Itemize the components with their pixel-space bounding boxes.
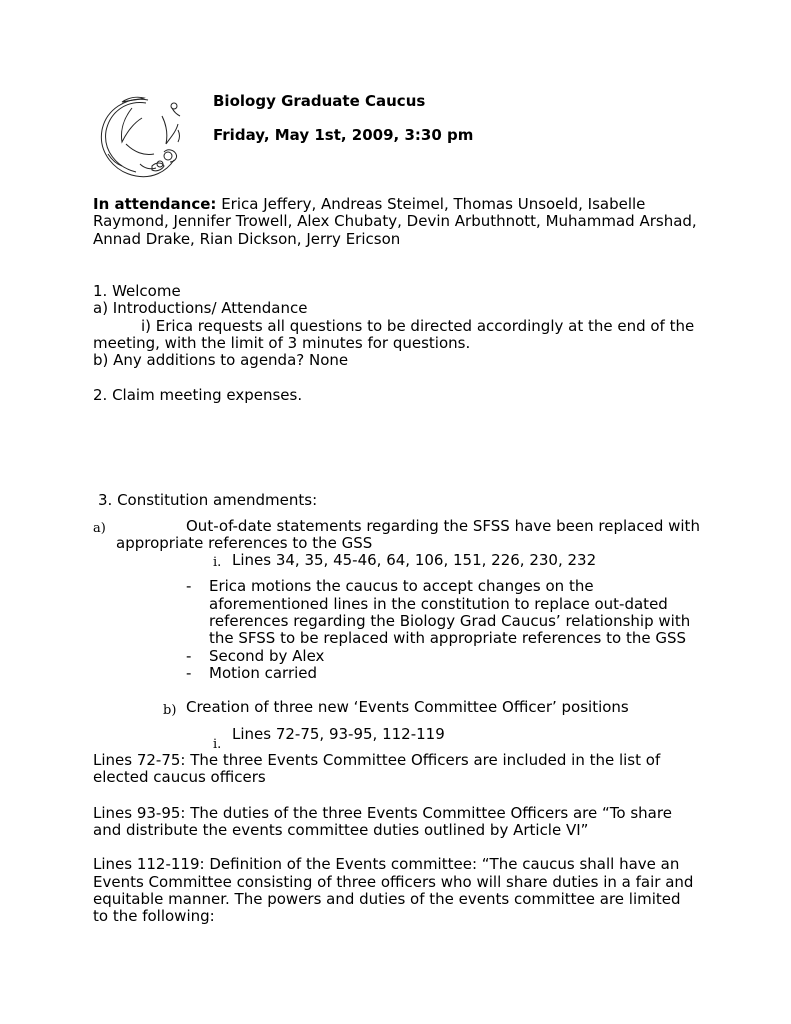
item-3-heading: 3. Constitution amendments:	[98, 491, 318, 509]
meeting-date: Friday, May 1st, 2009, 3:30 pm	[213, 126, 474, 144]
document-title: Biology Graduate Caucus	[213, 92, 426, 110]
bullet-motion-line-1: Erica motions the caucus to accept changes on the	[209, 577, 594, 595]
item-1a-i-line-1: i) Erica requests all questions to be directed accordingly at the end of the	[141, 317, 695, 335]
attendance-names-1: Erica Jeffery, Andreas Steimel, Thomas Unsoeld, Isabelle	[221, 195, 646, 213]
bullet-dash: -	[186, 664, 192, 682]
note-3-line-3: equitable manner. The powers and duties of the events committee are limited	[93, 890, 681, 908]
item-3a-line-1: Out-of-date statements regarding the SFSS have been replaced with	[186, 517, 700, 535]
bullet-second: Second by Alex	[209, 647, 325, 665]
attendance-label: In attendance:	[93, 195, 217, 213]
item-1a: a) Introductions/ Attendance	[93, 299, 308, 317]
caucus-logo	[96, 94, 188, 180]
item-2-heading: 2. Claim meeting expenses.	[93, 386, 303, 404]
item-3a-line-2: appropriate references to the GSS	[116, 534, 373, 552]
note-3-line-4: to the following:	[93, 907, 215, 925]
bullet-carried: Motion carried	[209, 664, 318, 682]
item-3a-i-marker: i.	[213, 555, 222, 570]
bullet-motion-line-4: the SFSS to be replaced with appropriate references to the GSS	[209, 629, 686, 647]
note-3-line-1: Lines 112-119: Definition of the Events committee: “The caucus shall have an	[93, 855, 680, 873]
item-3a-i: Lines 34, 35, 45-46, 64, 106, 151, 226, 230, 232	[232, 551, 597, 569]
note-1-line-2: elected caucus officers	[93, 768, 266, 786]
item-1b: b) Any additions to agenda? None	[93, 351, 349, 369]
item-3b: Creation of three new ‘Events Committee Officer’ positions	[186, 698, 629, 716]
attendance-line-3: Annad Drake, Rian Dickson, Jerry Ericson	[93, 230, 401, 248]
attendance-line-2: Raymond, Jennifer Trowell, Alex Chubaty, Devin Arbuthnott, Muhammad Arshad,	[93, 212, 697, 230]
bullet-dash: -	[186, 647, 192, 665]
note-2-line-2: and distribute the events committee duties outlined by Article VI”	[93, 821, 589, 839]
attendance-line-1	[93, 196, 645, 213]
item-1-heading: 1. Welcome	[93, 282, 181, 300]
note-1-line-1: Lines 72-75: The three Events Committee Officers are included in the list of	[93, 751, 661, 769]
note-3-line-2: Events Committee consisting of three officers who will share duties in a fair and	[93, 873, 694, 891]
bullet-motion-line-2: aforementioned lines in the constitution to replace out-dated	[209, 595, 668, 613]
bullet-dash: -	[186, 577, 192, 595]
item-3b-i: Lines 72-75, 93-95, 112-119	[232, 725, 445, 743]
item-3a-marker: a)	[93, 521, 106, 536]
note-2-line-1: Lines 93-95: The duties of the three Events Committee Officers are “To share	[93, 804, 672, 822]
item-3b-i-marker: i.	[213, 737, 222, 752]
bullet-motion-line-3: references regarding the Biology Grad Caucus’ relationship with	[209, 612, 691, 630]
item-3b-marker: b)	[163, 703, 177, 718]
item-1a-i-line-2: meeting, with the limit of 3 minutes for questions.	[93, 334, 471, 352]
